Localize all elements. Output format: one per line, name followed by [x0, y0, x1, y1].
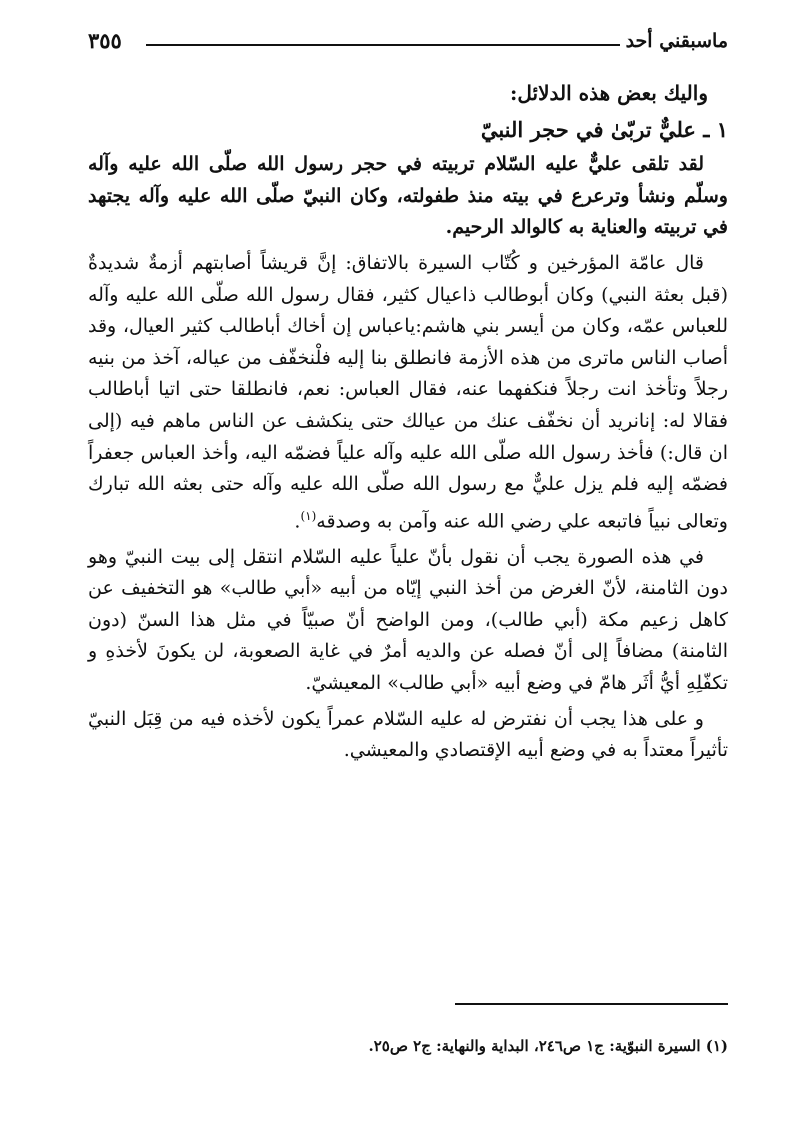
paragraph-1: لقد تلقى عليٌّ عليه السّلام تربيته في حجر رسول الله صلّى الله عليه وآله وسلّم ونشأ وترعرع في بيته منذ طفولته، وكان النبيّ صلّى الله عليه وآله يجتهد في تربيته والعناية به كالوالد الرحيم. — [88, 153, 728, 239]
footnote: (١) السيرة النبوّية: ج١ ص٢٤٦، البداية والنهاية: ج٢ ص٢٥. — [368, 1037, 728, 1055]
paragraph-3: في هذه الصورة يجب أن نقول بأنّ علياً عليه السّلام انتقل إلى بيت النبيّ وهو دون الثامنة، لأنّ الغرض من أخذ النبي إيّاه من أبيه «أبي طالب» هو التخفيف عن كاهل زعيم مكة (أبي طالب)، ومن الواضح أنّ صبيّاً في مثل هذا السنّ (دون الثامنة) مضافاً إلى أنّ فصله عن والديه أمرٌ في غاية الصعوبة، لن يكونَ لأخذهِ و تكفّلِهِ أيُّ أثَر هامّ في وضع أبيه «أبي طالب» المعيشيّ. — [88, 545, 728, 695]
header-rule — [146, 44, 620, 46]
footnote-rule — [455, 1003, 728, 1005]
page-header — [88, 22, 728, 62]
paragraph-2-end: . — [294, 510, 301, 533]
footnote-marker: (١) — [300, 508, 317, 523]
paragraph-4: و على هذا يجب أن نفترض له عليه السّلام عمراً يكون لأخذه فيه من قِبَل النبيّ تأثيراً معتداً به في وضع أبيه الإقتصادي والمعيشي. — [88, 707, 728, 762]
paragraph-2 — [88, 248, 728, 538]
section-title: ١ ـ عليٌّ تربّىٰ في حجر النبيّ — [480, 116, 728, 142]
page-body — [88, 78, 728, 771]
paragraph-2-text: قال عامّة المؤرخين و كُتّاب السيرة بالاتفاق: إنَّ قريشاً أصابتهم أزمةٌ شديدةٌ (قبل بعثة النبي) وكان أبوطالب ذاعيال كثير، فقال رسول الله صلّى الله عليه وآله للعباس عمّه، وكان من أيسر بني هاشم:ياعباس إن أخاك أباطالب كثير العيال، وقد أصاب الناس ماترى من هذه الأزمة فانطلق بنا إليه فلْنخفّف من عياله، آخذ من بنيه رجلاً وتأخذ انت رجلاً فنكفهما عنه، فقال العباس: نعم، فانطلقا حتى اتيا أباطالب فقالا له: إنانريد أن نخفّف عنك من عيالك حتى ينكشف عن الناس ماهم فيه (إلى ان قال:) فأخذ رسول الله صلّى الله عليه وآله علياً فضمّه اليه، وأخذ العباس جعفراً فضمّه إليه فلم يزل عليٌّ مع رسول الله صلّى الله عليه وآله حتى بعثه الله تبارك وتعالى نبياً فاتبعه علي رضي الله عنه وآمن به وصدقه — [88, 251, 728, 533]
page-number: ٣٥٥ — [88, 28, 122, 53]
running-title: ماسبقني أحد — [625, 30, 728, 52]
intro-line: واليك بعض هذه الدلائل: — [510, 81, 708, 105]
